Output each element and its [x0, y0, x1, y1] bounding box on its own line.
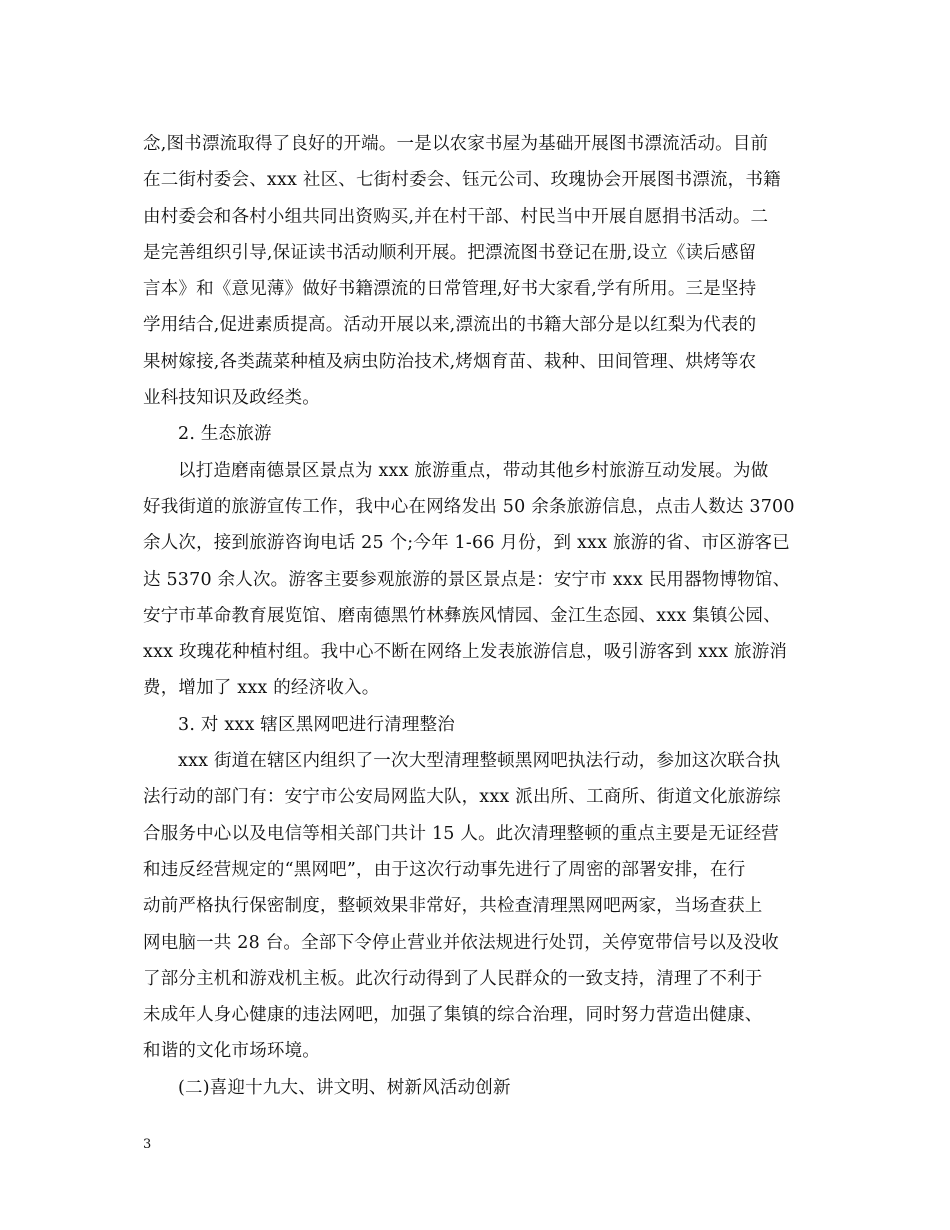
text-line: 业科技知识及政经类。	[143, 388, 320, 409]
text-line: 和违反经营规定的“黑网吧”，由于这次行动事先进行了周密的部署安排，在行	[143, 859, 746, 880]
document-body	[143, 126, 808, 1106]
text-line: 动前严格执行保密制度，整顿效果非常好，共检查清理黑网吧两家，当场查获上	[143, 896, 763, 917]
text-line: 好我街道的旅游宣传工作，我中心在网络发出 50 余条旅游信息，点击人数达 3700	[143, 496, 795, 517]
text-line: xxx 街道在辖区内组织了一次大型清理整顿黑网吧执法行动，参加这次联合执	[178, 751, 781, 772]
text-line: 合服务中心以及电信等相关部门共计 15 人。此次清理整顿的重点主要是无证经营	[143, 823, 779, 844]
text-line: 由村委会和各村小组共同出资购买,并在村干部、村民当中开展自愿捐书活动。二	[143, 206, 769, 227]
text-line: 余人次，接到旅游咨询电话 25 个;今年 1-66 月份，到 xxx 旅游的省、市区游客已	[143, 533, 790, 554]
text-line: 在二街村委会、xxx 社区、七街村委会、钰元公司、玫瑰协会开展图书漂流，书籍	[143, 170, 781, 191]
text-line: 学用结合,促进素质提高。活动开展以来,漂流出的书籍大部分是以红梨为代表的	[143, 315, 757, 336]
text-line: xxx 玫瑰花种植村组。我中心不断在网络上发表旅游信息，吸引游客到 xxx 旅游消	[143, 642, 788, 663]
text-line: 念,图书漂流取得了良好的开端。一是以农家书屋为基础开展图书漂流活动。目前	[143, 134, 769, 154]
text-line: 3. 对 xxx 辖区黑网吧进行清理整治	[178, 714, 455, 735]
text-line: 是完善组织引导,保证读书活动顺利开展。把漂流图书登记在册,设立《读后感留	[143, 242, 757, 263]
text-line: (二)喜迎十九大、讲文明、树新风活动创新	[178, 1077, 511, 1098]
text-line: 法行动的部门有：安宁市公安局网监大队，xxx 派出所、工商所、街道文化旅游综	[143, 787, 781, 808]
page-number: 3	[143, 1137, 152, 1152]
text-line: 果树嫁接,各类蔬菜种植及病虫防治技术,烤烟育苗、栽种、田间管理、烘烤等农	[143, 351, 757, 372]
text-line: 费，增加了 xxx 的经济收入。	[143, 678, 380, 699]
text-line: 安宁市革命教育展览馆、磨南德黑竹林彝族风情园、金江生态园、xxx 集镇公园、	[143, 605, 781, 626]
text-line: 网电脑一共 28 台。全部下令停止营业并依法规进行处罚，关停宽带信号以及没收	[143, 932, 779, 953]
text-line: 以打造磨南德景区景点为 xxx 旅游重点，带动其他乡村旅游互动发展。为做	[178, 460, 769, 481]
text-line: 了部分主机和游戏机主板。此次行动得到了人民群众的一致支持，清理了不利于	[143, 968, 763, 989]
text-line: 达 5370 余人次。游客主要参观旅游的景区景点是：安宁市 xxx 民用器物博物馆、	[143, 569, 791, 590]
text-line: 言本》和《意见薄》做好书籍漂流的日常管理,好书大家看,学有所用。三是坚持	[143, 279, 757, 300]
text-line: 2. 生态旅游	[178, 424, 272, 445]
text-line: 未成年人身心健康的违法网吧，加强了集镇的综合治理，同时努力营造出健康、	[143, 1005, 763, 1026]
text-line: 和谐的文化市场环境。	[143, 1041, 320, 1062]
